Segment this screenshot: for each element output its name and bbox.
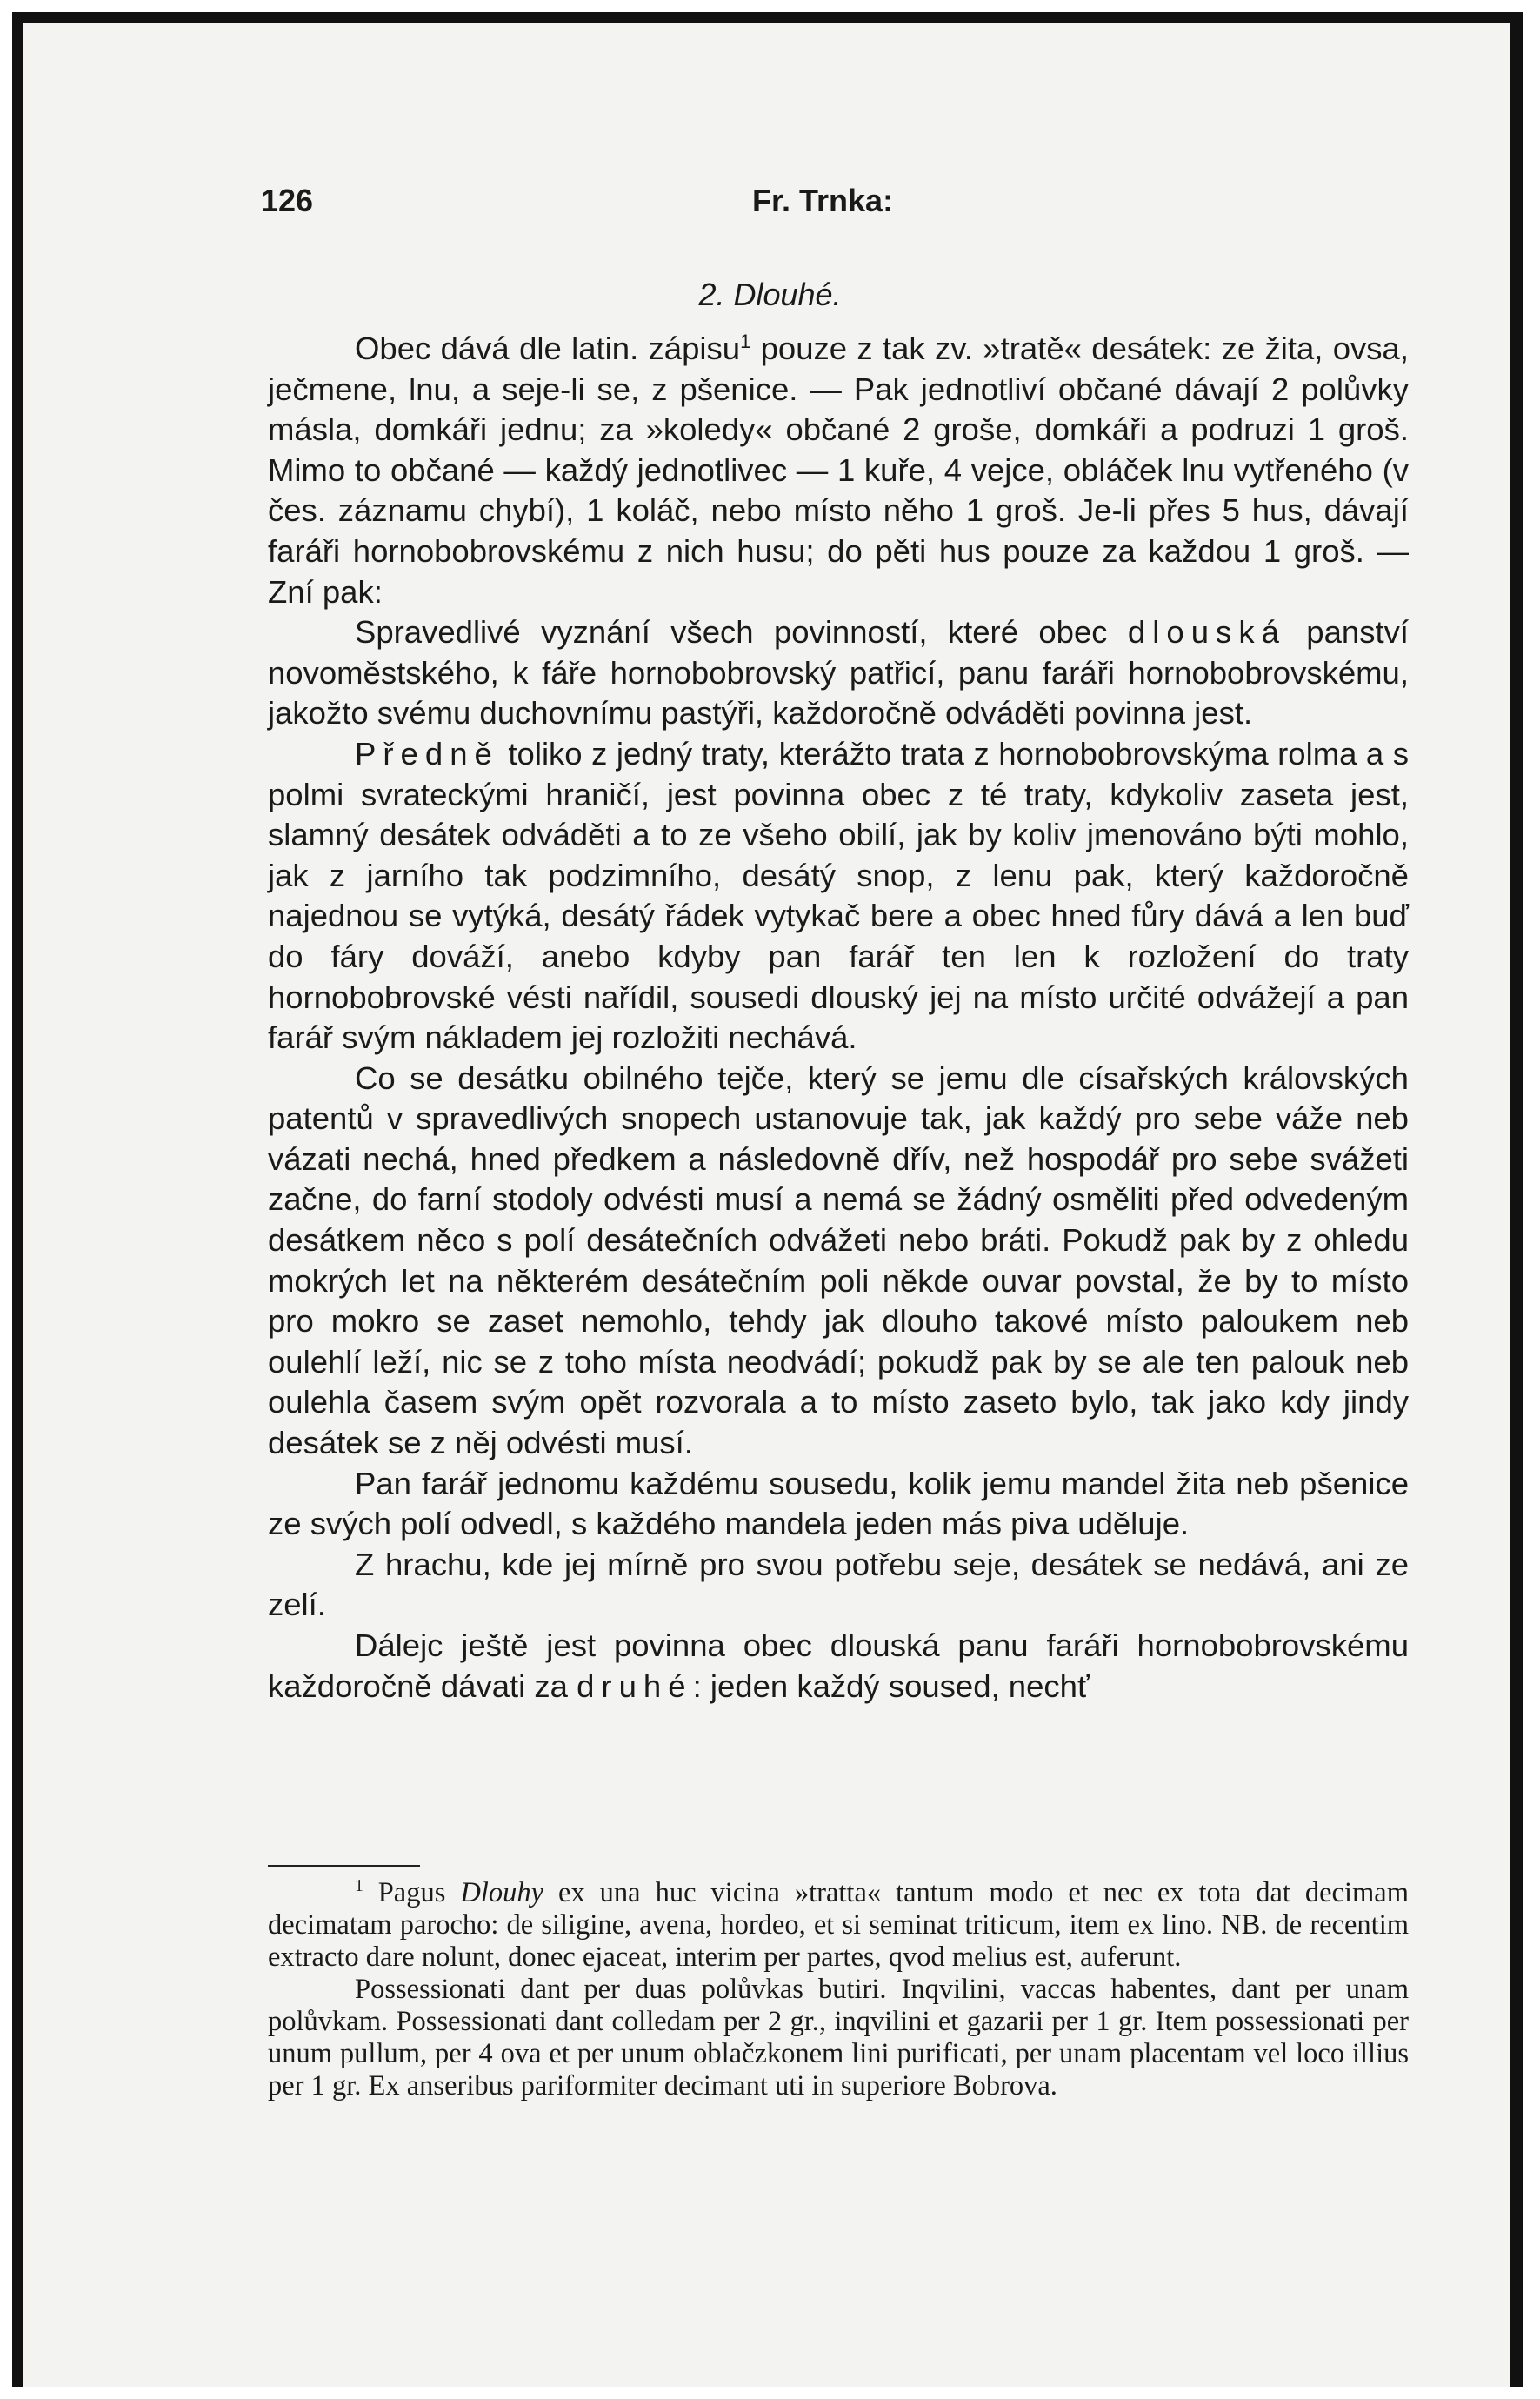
page-header xyxy=(261,183,1409,226)
paragraph-3: Předně toliko z jedný traty, kterážto trata z hornobobrovskýma rolma a s polmi svrateckými hraničí, jest povinna obec z té traty, kdykoliv zaseta jest, slamný desátek odváděti a to ze všeho obilí, jak by koliv jmenováno býti mohlo, jak z jarního tak podzimního, desátý snop, z lenu pak, který každoročně najednou se vytýká, desátý řádek vytykač bere a obec hned fůry dává a len buď do fáry dováží, anebo kdyby pan farář ten len k rozložení do traty hornobobrovské vésti nařídil, sousedi dlouský jej na místo určité odvážejí a pan farář svým nákladem jej rozložiti nechává. xyxy=(268,735,1409,1056)
paragraph-7: Dálejc ještě jest povinna obec dlouská panu faráři hornobobrovskému každoročně dávati za druhé: jeden každý soused, nechť xyxy=(268,1627,1409,1704)
footnote-reference: 1 xyxy=(740,330,751,352)
paragraph-2: Spravedlivé vyznání všech povinností, které obec dlouská panství novoměstského, k fáře hornobobrovský patřicí, panu faráři hornobobrovskému, jakožto svému duchovnímu pastýři, každoročně odváděti povinna jest. xyxy=(268,614,1409,732)
main-text xyxy=(268,329,1409,1707)
page-number: 126 xyxy=(261,183,314,218)
paragraph-6: Z hrachu, kde jej mírně pro svou potřebu seje, desátek se nedává, ani ze zelí. xyxy=(268,1546,1409,1623)
footnote-2: Possessionati dant per duas polůvkas butiri. Inqvilini, vaccas habentes, dant per unam polůvkam. Possessionati dant colledam per 2 gr., inqvilini et gazarii per 1 gr. Item possessionati per unum pullum, per 4 ova et per unum oblačzkonem lini purificati, per unam placentam vel loco illius per 1 gr. Ex anseribus pariformiter decimant uti in superiore Bobrova. xyxy=(268,1974,1409,2102)
section-title: 2. Dlouhé. xyxy=(698,277,842,312)
footnote-divider xyxy=(268,1865,420,1867)
footnote-emphasis: Dlouhy xyxy=(460,1877,544,1908)
paragraph-1: Obec dává dle latin. zápisu$^1$ pouze z tak zv. »tratě« desátek: ze žita, ovsa, ječmene, lnu, a seje-li se, z pšenice. — Pak jednotliví občané dávají 2 polůvky másla, domkáři jednu; za »koledy« občané 2 groše, domkáři a podruzi 1 groš. Mimo to občané — každý jednotlivec — 1 kuře, 4 vejce, obláček lnu vytřeného (v čes. záznamu chybí), 1 koláč, nebo místo něho 1 groš. Je-li přes 5 hus, dávají faráři hornobobrovskému z nich husu; do pěti hus pouze za každou 1 groš. — Zní pak: xyxy=(268,330,1409,610)
paragraph-4: Co se desátku obilného tejče, který se jemu dle císařských královských patentů v spravedlivých snopech ustanovuje tak, jak každý pro sebe váže neb vázati nechá, hned předkem a následovně dřív, než hospodář pro sebe svážeti začne, do farní stodoly odvésti musí a nemá se žádný osměliti před odvedeným desátkem něco s polí desátečních odvážeti nebo bráti. Pokudž pak by z ohledu mokrých let na některém desátečním poli někde ouvar povstal, že by to místo pro mokro se zaset nemohlo, tehdy jak dlouho takové místo paloukem neb oulehlí leží, nic se z toho místa neodvádí; pokudž pak by se ale ten palouk neb oulehla časem svým opět rozvorala a to místo zaseto bylo, tak jako kdy jindy desátek se z něj odvésti musí. xyxy=(268,1059,1409,1461)
footnotes xyxy=(268,1877,1409,2102)
footnote-1: $^1$ Pagus Dlouhy ex una huc vicina »tratta« tantum modo et nec ex tota dat decimam decimatam parocho: de siligine, avena, hordeo, et si seminat triticum, item ex lino. NB. de recentim extracto dare nolunt, donec ejaceat, interim per partes, qvod melius est, auferunt. xyxy=(268,1877,1409,1973)
spaced-emphasis: Předně xyxy=(355,735,499,772)
spaced-emphasis: druhé xyxy=(577,1667,693,1704)
running-title: Fr. Trnka: xyxy=(752,183,894,218)
spaced-emphasis: dlouská xyxy=(1127,614,1286,651)
paragraph-5: Pan farář jednomu každému sousedu, kolik jemu mandel žita neb pšenice ze svých polí odvedl, s každého mandela jeden más piva uděluje. xyxy=(268,1465,1409,1542)
